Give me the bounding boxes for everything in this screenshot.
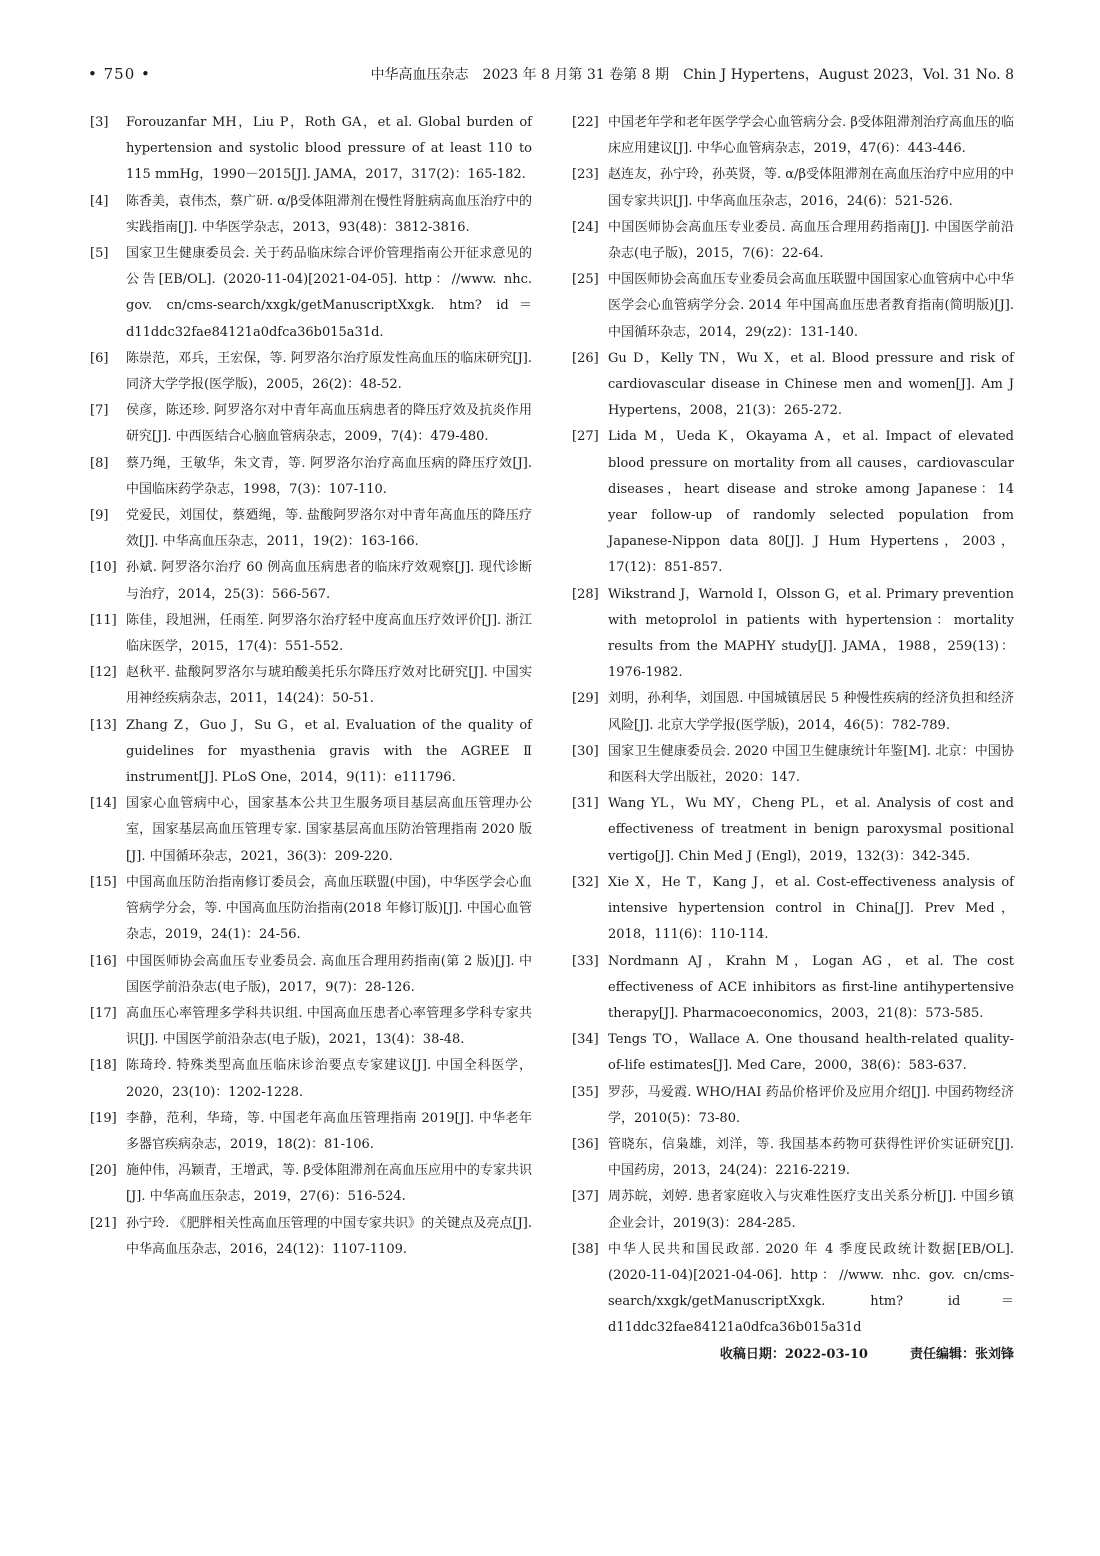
reference-text: Gu D，Kelly TN，Wu X，et al. Blood pressure and risk of cardiovascular disease in Chinese men and women[J]. Am J Hypertens，2008，21(3)：265-272.: [608, 350, 1014, 419]
reference-number: [13]: [90, 717, 117, 733]
reference-number: [28]: [572, 586, 599, 602]
reference-number: [24]: [572, 219, 599, 235]
reference-text: 李静，范利，华琦，等. 中国老年高血压管理指南 2019[J]. 中华老年多器官疾病杂志，2019，18(2)：81-106.: [126, 1110, 532, 1152]
reference-item: [572, 267, 1014, 346]
reference-number: [11]: [90, 612, 117, 628]
reference-text: 孙斌. 阿罗洛尔治疗 60 例高血压病患者的临床疗效观察[J]. 现代诊断与治疗，2014，25(3)：566-567.: [126, 560, 532, 602]
reference-number: [15]: [90, 874, 117, 890]
reference-item: [572, 1184, 1014, 1236]
reference-item: [90, 1053, 532, 1105]
references-right-column: [572, 110, 1014, 1368]
reference-number: [7]: [90, 403, 109, 419]
reference-text: 中国医师协会高血压专业委员会高血压联盟中国国家心血管病中心中华医学会心血管病学分会. 2014 年中国高血压患者教育指南(简明版)[J]. 中国循环杂志，2014，29(z2)：131-140.: [608, 272, 1014, 340]
reference-number: [36]: [572, 1136, 599, 1152]
reference-text: 陈香美，袁伟杰，蔡广研. α/β受体阻滞剂在慢性肾脏病高血压治疗中的实践指南[J]. 中华医学杂志，2013，93(48)：3812-3816.: [126, 193, 532, 235]
reference-text: 孙宁玲. 《肥胖相关性高血压管理的中国专家共识》的关键点及亮点[J]. 中华高血压杂志，2016，24(12)：1107-1109.: [126, 1215, 532, 1257]
reference-number: [37]: [572, 1189, 599, 1205]
journal-citation-line: 中华高血压杂志 2023 年 8 月第 31 卷第 8 期 Chin J Hypertens，August 2023，Vol. 31 No. 8: [370, 67, 1014, 83]
reference-item: [572, 215, 1014, 267]
reference-number: [6]: [90, 350, 109, 366]
reference-text: 中国老年学和老年医学学会心血管病分会. β受体阻滞剂治疗高血压的临床应用建议[J]. 中华心血管病杂志，2019，47(6)：443-446.: [608, 115, 1014, 157]
reference-number: [32]: [572, 874, 599, 890]
reference-text: 赵秋平. 盐酸阿罗洛尔与琥珀酸美托乐尔降压疗效对比研究[J]. 中国实用神经疾病杂志，2011，14(24)：50-51.: [126, 665, 532, 707]
reference-item: [90, 346, 532, 398]
reference-number: [3]: [90, 115, 109, 130]
reference-text: 中国医师协会高血压专业委员. 高血压合理用药指南[J]. 中国医学前沿杂志(电子版)，2015，7(6)：22-64.: [608, 219, 1014, 262]
reference-text: 党爱民，刘国仗，蔡廼绳，等. 盐酸阿罗洛尔对中青年高血压的降压疗效[J]. 中华高血压杂志，2011，19(2)：163-166.: [126, 508, 532, 550]
reference-text: Lida M，Ueda K，Okayama A，et al. Impact of elevated blood pressure on mortality from all causes，cardiovascular diseases，heart disease and stroke among Japanese：14 year follow-up of randomly selected population from Japanese-Nippon data 80[J]. J Hum Hypertens，2003，17(12)：851-857.: [608, 429, 1014, 576]
reference-number: [17]: [90, 1005, 117, 1021]
reference-text: Zhang Z，Guo J，Su G，et al. Evaluation of the quality of guidelines for myasthenia gravis with the AGREE Ⅱ instrument[J]. PLoS One，2014，9(11)：e111796.: [126, 717, 532, 786]
reference-number: [14]: [90, 796, 117, 812]
reference-number: [5]: [90, 246, 109, 262]
reference-item: [572, 1237, 1014, 1342]
reference-number: [9]: [90, 508, 109, 524]
reference-item: [90, 503, 532, 555]
reference-item: [572, 162, 1014, 214]
reference-text: 陈琦玲. 特殊类型高血压临床诊治要点专家建议[J]. 中国全科医学，2020，23(10)：1202-1228.: [126, 1058, 532, 1100]
reference-text: 施仲伟，冯颖青，王增武，等. β受体阻滞剂在高血压应用中的专家共识[J]. 中华高血压杂志，2019，27(6)：516-524.: [126, 1163, 532, 1205]
reference-item: [90, 451, 532, 503]
reference-item: [90, 241, 532, 346]
reference-item: [90, 608, 532, 660]
reference-number: [18]: [90, 1058, 117, 1074]
reference-item: [90, 189, 532, 241]
reference-item: [572, 870, 1014, 949]
reference-item: [90, 1211, 532, 1263]
reference-item: [572, 110, 1014, 162]
reference-item: [572, 739, 1014, 791]
reference-number: [30]: [572, 743, 599, 759]
reference-text: Xie X，He T，Kang J，et al. Cost-effectiveness analysis of intensive hypertension control in China[J]. Prev Med，2018，111(6)：110-114.: [608, 874, 1014, 943]
reference-item: [90, 398, 532, 450]
reference-text: 管晓东，信枭雄，刘洋，等. 我国基本药物可获得性评价实证研究[J]. 中国药房，2013，24(24)：2216-2219.: [608, 1136, 1014, 1179]
reference-text: 国家卫生健康委员会. 2020 中国卫生健康统计年鉴[M]. 北京：中国协和医科大学出版社，2020：147.: [608, 743, 1014, 786]
reference-number: [26]: [572, 350, 599, 366]
reference-number: [20]: [90, 1163, 117, 1179]
reference-text: 中华人民共和国民政部. 2020 年 4 季度民政统计数据[EB/OL]. (2020-11-04)[2021-04-06]. http：//www. nhc. gov. cn/cms-search/xxgk/getManuscriptXxgk. htm? id＝d11ddc32fae84121a0dfca36b015a31d: [608, 1241, 1014, 1336]
reference-text: 陈崇范，邓兵，王宏保，等. 阿罗洛尔治疗原发性高血压的临床研究[J]. 同济大学学报(医学版)，2005，26(2)：48-52.: [126, 350, 532, 393]
received-date: 收稿日期：2022-03-10: [719, 1346, 868, 1362]
reference-item: [572, 1027, 1014, 1079]
reference-item: [90, 660, 532, 712]
reference-number: [38]: [572, 1241, 599, 1257]
reference-item: [90, 1158, 532, 1210]
reference-text: Wang YL，Wu MY，Cheng PL，et al. Analysis of cost and effectiveness of treatment in benign paroxysmal positional vertigo[J]. Chin Med J (Engl)，2019，132(3)：342-345.: [608, 796, 1014, 864]
reference-number: [33]: [572, 953, 599, 969]
reference-number: [22]: [572, 115, 599, 130]
reference-item: [572, 686, 1014, 738]
reference-text: 周苏皖，刘婷. 患者家庭收入与灾难性医疗支出关系分析[J]. 中国乡镇企业会计，2019(3)：284-285.: [608, 1189, 1014, 1231]
reference-item: [572, 1132, 1014, 1184]
reference-text: 国家心血管病中心，国家基本公共卫生服务项目基层高血压管理办公室，国家基层高血压管理专家. 国家基层高血压防治管理指南 2020 版[J]. 中国循环杂志，2021，36(3)：209-220.: [126, 796, 532, 864]
reference-item: [90, 791, 532, 870]
reference-text: 刘明，孙利华，刘国恩. 中国城镇居民 5 种慢性疾病的经济负担和经济风险[J]. 北京大学学报(医学版)，2014，46(5)：782-789.: [608, 691, 1014, 733]
reference-item: [572, 1080, 1014, 1132]
reference-number: [10]: [90, 560, 117, 576]
reference-number: [34]: [572, 1032, 599, 1048]
reference-text: 赵连友，孙宁玲，孙英贤，等. α/β受体阻滞剂在高血压治疗中应用的中国专家共识[J]. 中华高血压杂志，2016，24(6)：521-526.: [608, 167, 1014, 209]
reference-text: 蔡乃绳，王敏华，朱文青，等. 阿罗洛尔治疗高血压病的降压疗效[J]. 中国临床药学杂志，1998，7(3)：107-110.: [126, 455, 532, 497]
page-number: • 750 •: [88, 65, 151, 83]
reference-text: 中国高血压防治指南修订委员会，高血压联盟(中国)，中华医学会心血管病学分会，等. 中国高血压防治指南(2018 年修订版)[J]. 中国心血管杂志，2019，24(1)：24-56.: [126, 874, 532, 943]
reference-text: 罗莎，马爱霞. WHO/HAI 药品价格评价及应用介绍[J]. 中国药物经济学，2010(5)：73-80.: [608, 1084, 1014, 1126]
reference-number: [23]: [572, 167, 599, 183]
reference-item: [572, 424, 1014, 581]
reference-number: [25]: [572, 272, 599, 288]
reference-text: Nordmann AJ，Krahn M，Logan AG，et al. The cost effectiveness of ACE inhibitors as first-line antihypertensive therapy[J]. Pharmacoeconomics，2003，21(8)：573-585.: [608, 953, 1014, 1021]
reference-item: [572, 949, 1014, 1028]
reference-text: 高血压心率管理多学科共识组. 中国高血压患者心率管理多学科专家共识[J]. 中国医学前沿杂志(电子版)，2021，13(4)：38-48.: [126, 1005, 532, 1048]
reference-text: 侯彦，陈还珍. 阿罗洛尔对中青年高血压病患者的降压疗效及抗炎作用研究[J]. 中西医结合心脑血管病杂志，2009，7(4)：479-480.: [126, 403, 532, 445]
running-header: [88, 64, 1014, 85]
reference-item: [572, 346, 1014, 425]
reference-text: Forouzanfar MH，Liu P，Roth GA，et al. Global burden of hypertension and systolic blood pressure of at least 110 to 115 mmHg，1990－2015[J]. JAMA，2017，317(2)：165-182.: [126, 115, 532, 183]
reference-number: [29]: [572, 691, 599, 707]
reference-item: [90, 110, 532, 189]
reference-item: [90, 713, 532, 792]
references-list-right: [572, 110, 1014, 1342]
reference-item: [90, 555, 532, 607]
reference-number: [4]: [90, 193, 109, 209]
references-left-column: [90, 110, 532, 1263]
reference-item: [90, 1106, 532, 1158]
reference-item: [90, 949, 532, 1001]
reference-number: [21]: [90, 1215, 117, 1231]
reference-item: [572, 582, 1014, 687]
reference-text: Wikstrand J，Warnold I，Olsson G，et al. Primary prevention with metoprolol in patients with hypertension：mortality results from the MAPHY study[J]. JAMA，1988，259(13)：1976-1982.: [608, 586, 1014, 681]
reference-number: [35]: [572, 1084, 599, 1100]
responsible-editor: 责任编辑：张刘锋: [909, 1346, 1014, 1362]
reference-text: 中国医师协会高血压专业委员会. 高血压合理用药指南(第 2 版)[J]. 中国医学前沿杂志(电子版)，2017，9(7)：28-126.: [126, 953, 532, 995]
article-footer: [572, 1342, 1014, 1368]
reference-item: [90, 870, 532, 949]
reference-text: Tengs TO，Wallace A. One thousand health-related quality-of-life estimates[J]. Med Care，2000，38(6)：583-637.: [608, 1032, 1014, 1074]
reference-number: [16]: [90, 953, 117, 969]
reference-number: [31]: [572, 796, 599, 812]
reference-text: 陈佳，段旭洲，任雨笙. 阿罗洛尔治疗轻中度高血压疗效评价[J]. 浙江临床医学，2015，17(4)：551-552.: [126, 612, 532, 655]
reference-number: [19]: [90, 1110, 117, 1126]
reference-number: [8]: [90, 455, 109, 471]
reference-number: [27]: [572, 429, 599, 445]
reference-number: [12]: [90, 665, 117, 681]
reference-item: [572, 791, 1014, 870]
reference-text: 国家卫生健康委员会. 关于药品临床综合评价管理指南公开征求意见的公告[EB/OL]. (2020-11-04)[2021-04-05]. http：//www. nhc. gov. cn/cms-search/xxgk/getManuscriptXxgk. htm? id＝d11ddc32fae84121a0dfca36b015a31d.: [126, 246, 532, 340]
reference-item: [90, 1001, 532, 1053]
